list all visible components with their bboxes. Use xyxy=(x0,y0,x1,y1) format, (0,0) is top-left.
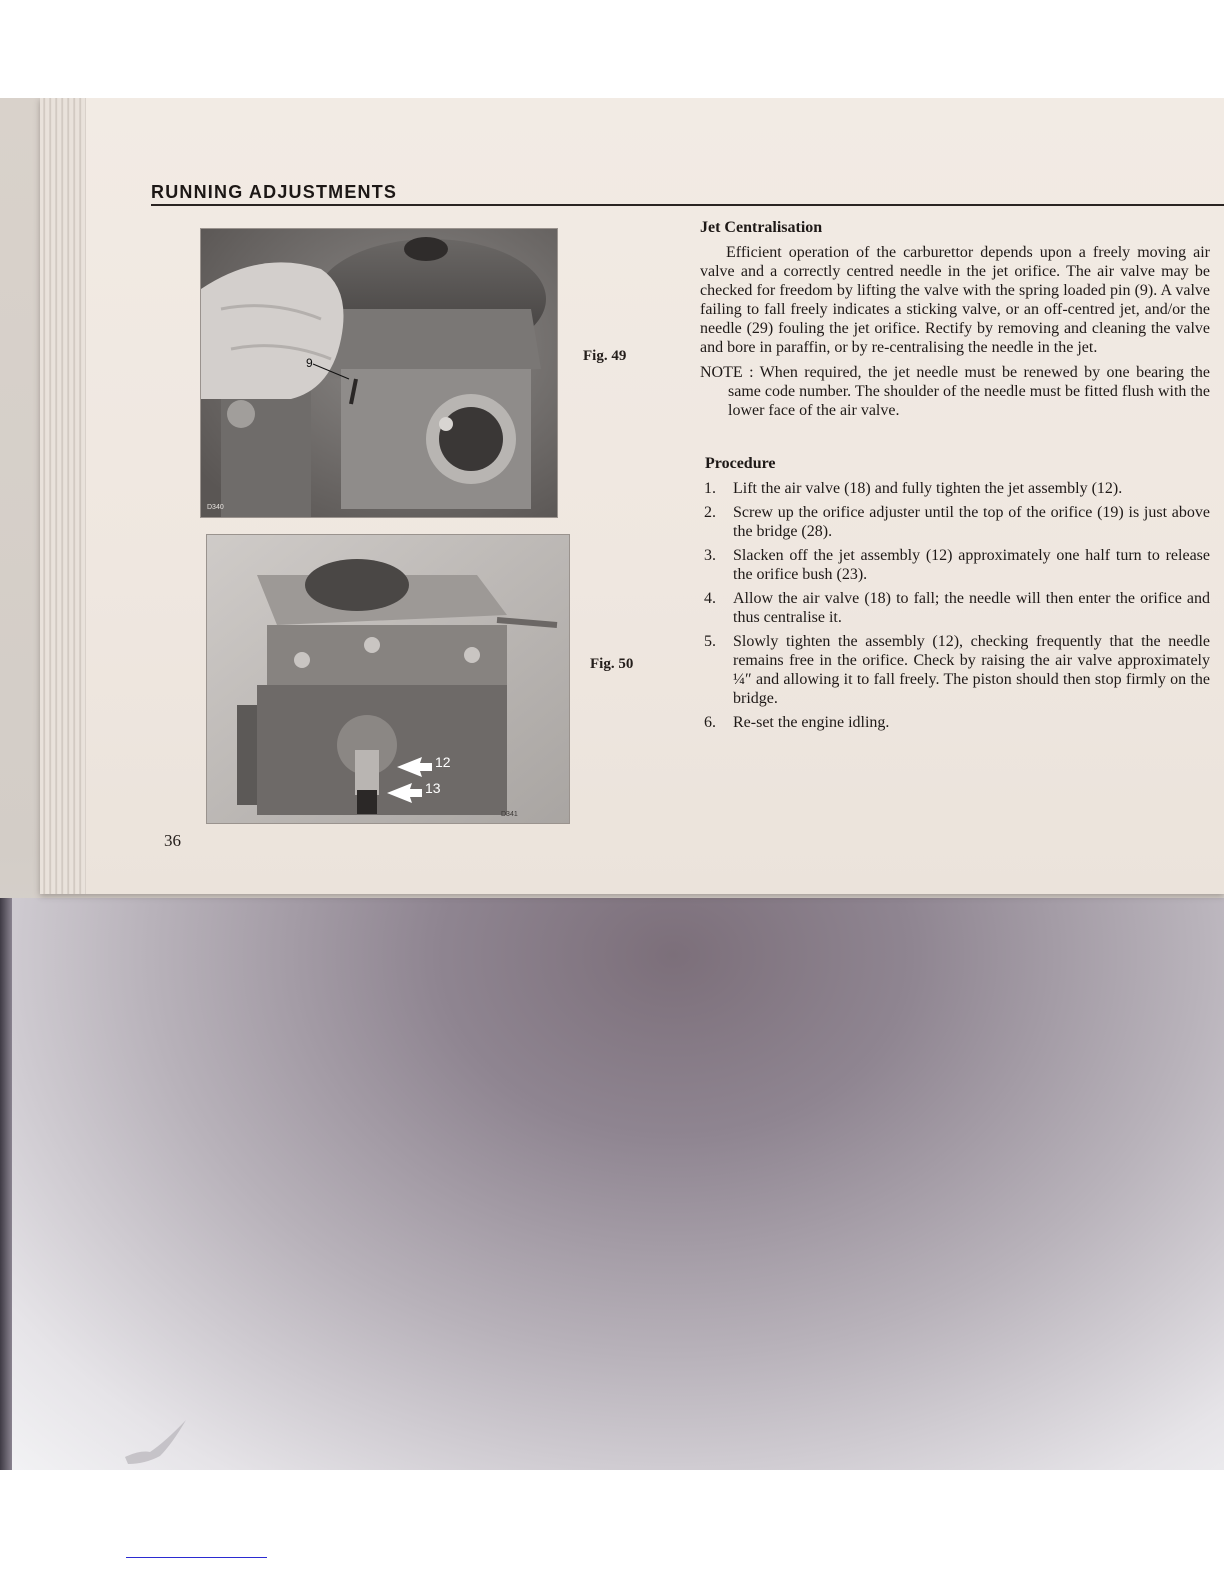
footer-rule xyxy=(126,1557,267,1558)
scanner-background xyxy=(0,898,1224,1470)
page-edge-stack xyxy=(40,98,86,894)
ink-smudge-icon xyxy=(120,1412,200,1472)
procedure-step xyxy=(700,479,1210,498)
procedure-step xyxy=(700,546,1210,584)
procedure-step xyxy=(700,589,1210,627)
step-text: Slacken off the jet assembly (12) approximately one half turn to release the orifice bush (23). xyxy=(733,547,1210,583)
figure-49-caption: Fig. 49 xyxy=(583,348,627,364)
carburettor-base-photo xyxy=(207,535,569,823)
scanner-edge-shadow xyxy=(0,898,12,1470)
procedure-heading: Procedure xyxy=(705,455,776,472)
procedure-step xyxy=(700,503,1210,541)
procedure-step xyxy=(700,632,1210,708)
header-rule xyxy=(151,204,1224,206)
procedure-steps xyxy=(700,479,1210,732)
figure-50-caption: Fig. 50 xyxy=(590,656,634,672)
figure-50-photo xyxy=(206,534,570,824)
step-text: Allow the air valve (18) to fall; the needle will then enter the orifice and thus centralise it. xyxy=(733,590,1210,626)
jet-centralisation-paragraph: Efficient operation of the carburettor depends upon a freely moving air valve and a correctly centred needle in the jet orifice. The air valve may be checked for freedom by lifting the valve with the spring loaded pin (9). A valve failing to fall freely indicates a sticking valve, or an off-centred jet, and/or the needle (29) fouling the jet orifice. Rectify by removing and cleaning the valve and bore in paraffin, or by re-centralising the needle in the jet. xyxy=(700,244,1210,356)
callout-12: 12 xyxy=(435,754,451,770)
section-title: RUNNING ADJUSTMENTS xyxy=(151,182,398,202)
manual-page xyxy=(40,98,1224,894)
figure-49-photo xyxy=(200,228,558,518)
callout-9: 9 xyxy=(306,356,313,370)
step-number: 3. xyxy=(704,547,716,564)
page-number: 36 xyxy=(164,831,181,850)
step-number: 6. xyxy=(704,714,716,731)
step-text: Re-set the engine idling. xyxy=(733,714,890,731)
step-number: 2. xyxy=(704,504,716,521)
step-text: Screw up the orifice adjuster until the top of the orifice (19) is just above the bridge (28). xyxy=(733,504,1210,540)
step-number: 1. xyxy=(704,480,716,497)
photo-code-d341: D341 xyxy=(501,811,518,818)
text-column xyxy=(700,218,1210,737)
step-text: Lift the air valve (18) and fully tighten the jet assembly (12). xyxy=(733,480,1123,497)
photo-code-d340: D340 xyxy=(207,504,224,511)
note-paragraph: NOTE : When required, the jet needle must be renewed by one bearing the same code number. The shoulder of the needle must be fitted flush with the lower face of the air valve. xyxy=(700,364,1210,419)
step-text: Slowly tighten the assembly (12), checking frequently that the needle remains free in the orifice. Check by raising the air valve approximately ¼″ and allowing it to fall freely. The piston should then stop firmly on the bridge. xyxy=(733,633,1210,707)
step-number: 5. xyxy=(704,633,716,650)
jet-centralisation-heading: Jet Centralisation xyxy=(700,219,823,236)
step-number: 4. xyxy=(704,590,716,607)
callout-13: 13 xyxy=(425,780,441,796)
carburettor-top-photo xyxy=(201,229,557,517)
scan-area xyxy=(0,98,1224,1470)
procedure-step xyxy=(700,713,1210,732)
